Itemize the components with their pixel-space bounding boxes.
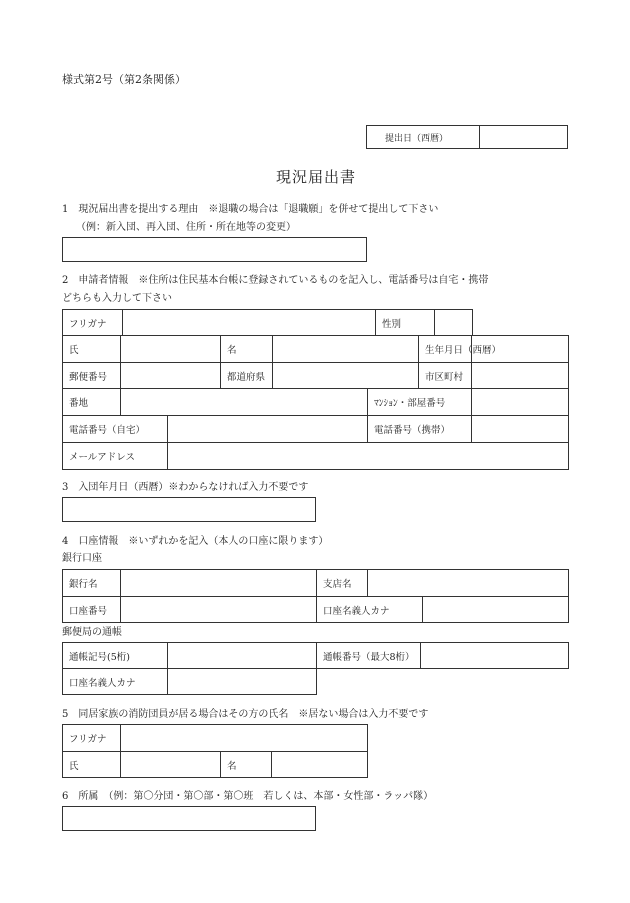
affiliation-input[interactable] — [62, 806, 316, 831]
birthdate-label: 生年月日（西暦） — [419, 336, 472, 363]
postal-holder-kana-label: 口座名義人カナ — [63, 669, 168, 695]
reason-input[interactable] — [62, 237, 367, 262]
surname-label: 氏 — [63, 336, 121, 363]
section1-heading: 1 現況届出書を提出する理由 ※退職の場合は「退職願」を併せて提出して下さい — [62, 204, 439, 215]
page-title: 現況届出書 — [276, 168, 357, 186]
surname-input[interactable] — [121, 336, 221, 363]
account-holder-cell — [317, 597, 569, 623]
family-furigana-label: フリガナ — [63, 725, 121, 752]
furigana-input[interactable] — [123, 310, 376, 336]
submit-date-label: 提出日（西暦） — [367, 126, 480, 149]
phone-mobile-label: 電話番号（携帯） — [368, 416, 472, 443]
family-given-name-label: 名 — [221, 752, 272, 778]
bank-table — [62, 569, 569, 623]
branch-name-input[interactable] — [368, 570, 569, 597]
section4-heading: 4 口座情報 ※いずれかを記入（本人の口座に限ります） — [62, 536, 329, 547]
account-holder-kana-label: 口座名義人カナ — [317, 597, 423, 622]
applicant-table — [62, 335, 569, 470]
submit-date-input[interactable] — [480, 126, 568, 149]
gender-input[interactable] — [435, 310, 473, 336]
postal-passbook-label: 郵便局の通帳 — [62, 627, 122, 638]
account-number-input[interactable] — [121, 597, 317, 623]
account-holder-kana-input[interactable] — [423, 597, 569, 622]
passbook-code-label: 通帳記号(5桁) — [63, 643, 168, 669]
building-input[interactable] — [472, 389, 569, 416]
building-label: ﾏﾝｼｮﾝ・部屋番号 — [368, 389, 472, 416]
family-surname-label: 氏 — [63, 752, 121, 778]
section5-heading: 5 同居家族の消防団員が居る場合はその方の氏名 ※居ない場合は入力不要です — [62, 709, 429, 720]
family-table — [62, 724, 368, 778]
join-date-input[interactable] — [62, 497, 316, 522]
section1-example: （例：新入団、再入団、住所・所在地等の変更） — [76, 222, 296, 233]
passbook-number-label: 通帳番号（最大8桁） — [317, 643, 421, 669]
prefecture-input[interactable] — [273, 363, 419, 389]
address-number-input[interactable] — [121, 389, 368, 416]
address-number-label: 番地 — [63, 389, 121, 416]
section2-heading-line1: 2 申請者情報 ※住所は住民基本台帳に登録されているものを記入し、電話番号は自宅・携帯 — [62, 275, 489, 286]
postal-holder-table — [62, 668, 317, 695]
section2-heading-line2: どちらも入力して下さい — [62, 293, 172, 304]
given-name-input[interactable] — [273, 336, 419, 363]
phone-home-input[interactable] — [168, 416, 368, 443]
gender-label: 性別 — [376, 310, 435, 336]
family-furigana-input[interactable] — [121, 725, 368, 752]
email-input[interactable] — [168, 443, 569, 470]
prefecture-label: 都道府県 — [221, 363, 273, 389]
section6-heading: 6 所属 （例：第〇分団・第〇部・第〇班 若しくは、本部・女性部・ラッパ隊） — [62, 791, 434, 802]
passbook-number-input[interactable] — [421, 643, 569, 669]
applicant-row-furigana — [62, 309, 473, 336]
bank-name-label: 銀行名 — [63, 570, 121, 597]
section3-heading: 3 入団年月日（西暦）※わからなければ入力不要です — [62, 482, 309, 493]
city-input[interactable] — [472, 363, 569, 389]
bank-name-input[interactable] — [121, 570, 317, 597]
postal-holder-kana-input[interactable] — [168, 669, 317, 695]
email-label: メールアドレス — [63, 443, 168, 470]
submit-date-table — [366, 125, 568, 149]
postal-code-input[interactable] — [121, 363, 221, 389]
family-surname-input[interactable] — [121, 752, 221, 778]
postal-code-label: 郵便番号 — [63, 363, 121, 389]
branch-name-label: 支店名 — [317, 570, 368, 597]
postal-table — [62, 642, 569, 669]
given-name-label: 名 — [221, 336, 273, 363]
form-number: 様式第2号（第2条関係） — [62, 73, 186, 86]
city-label: 市区町村 — [419, 363, 472, 389]
phone-mobile-input[interactable] — [472, 416, 569, 443]
phone-home-label: 電話番号（自宅） — [63, 416, 168, 443]
account-number-label: 口座番号 — [63, 597, 121, 623]
bank-account-label: 銀行口座 — [62, 553, 102, 564]
passbook-code-input[interactable] — [168, 643, 317, 669]
family-given-name-input[interactable] — [272, 752, 368, 778]
furigana-label: フリガナ — [63, 310, 123, 336]
